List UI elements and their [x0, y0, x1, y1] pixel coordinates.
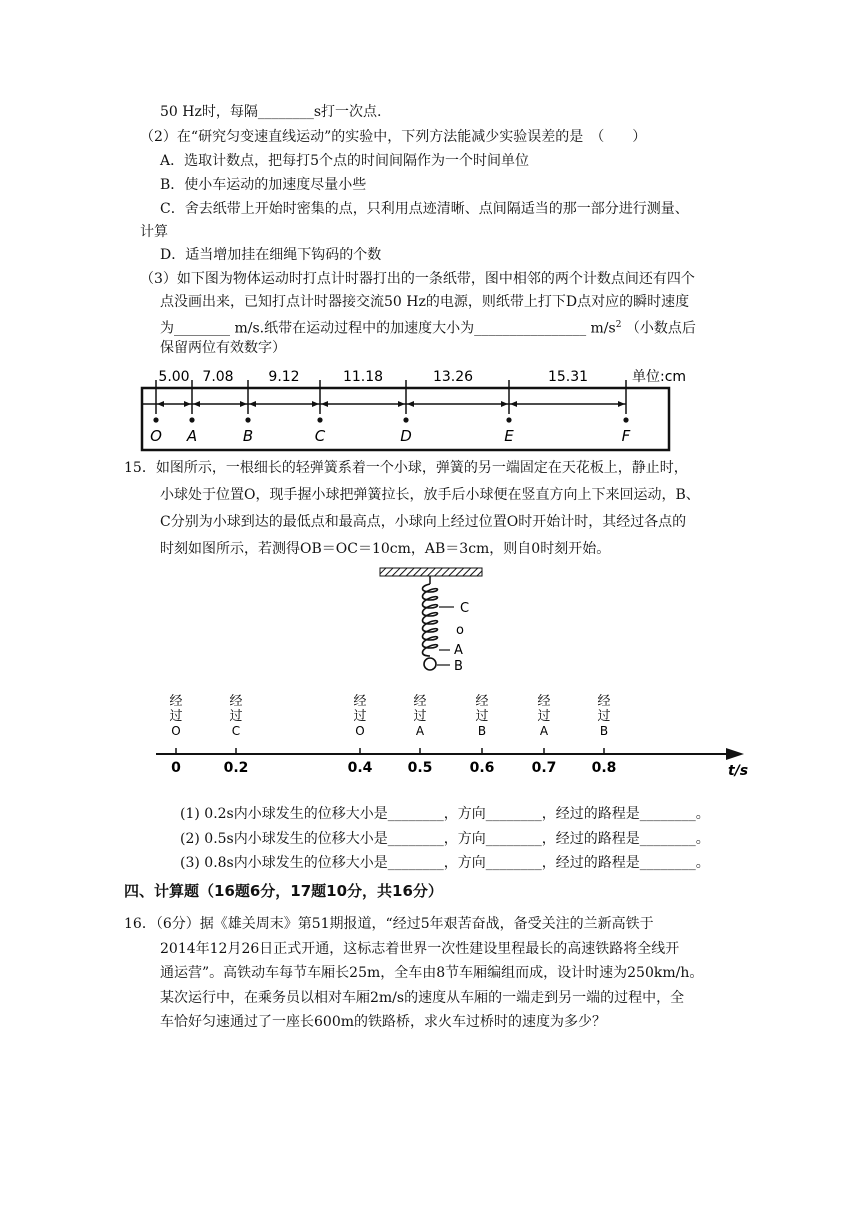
tape-arrowhead	[510, 401, 517, 407]
q16-line4: 某次运行中，在乘务员以相对车厢2m/s的速度从车厢的一端走到另一端的过程中，全	[160, 990, 685, 1006]
timeline-word-2: 过	[229, 709, 243, 724]
timeline-word-2: 过	[475, 709, 489, 724]
tape-seg-1: 5.00	[158, 369, 190, 385]
q15-sub2: (2) 0.5s内小球发生的位移大小是________，方向________，经过的路程是________。	[180, 831, 710, 847]
spring-label-b: B	[454, 659, 463, 674]
ball	[424, 658, 436, 670]
q14-part3-line3	[160, 315, 696, 339]
q14-option-c: C．舍去纸带上开始时密集的点，只利用点迹清晰、点间隔适当的那一部分进行测量、	[160, 201, 689, 217]
tape-seg-5: 13.26	[432, 369, 474, 385]
timeline-word-2: 过	[537, 709, 551, 724]
q15-sub3: (3) 0.8s内小球发生的位移大小是________，方向________，经过的路程是________。	[180, 855, 710, 871]
q14-part3-line2: 点没画出来，已知打点计时器接交流50 Hz的电源，则纸带上打下D点对应的瞬时速度	[160, 294, 690, 310]
tape-dot	[317, 417, 322, 422]
q14-option-c-cont: 计算	[140, 224, 168, 240]
tape-dot	[189, 417, 194, 422]
timeline-time: 0.7	[531, 760, 557, 776]
timeline-word-2: 过	[597, 709, 611, 724]
spring-label-o: o	[456, 623, 464, 638]
tape-point-a: A	[186, 427, 198, 445]
spring-label-c: C	[460, 601, 470, 616]
timeline-word-1: 经	[597, 694, 611, 709]
timeline-word-2: 过	[413, 709, 427, 724]
q14-part3-line4: 保留两位有效数字）	[160, 340, 286, 356]
section4-title: 四、计算题（16题6分，17题10分，共16分）	[124, 882, 443, 900]
tape-arrowhead	[193, 401, 200, 407]
tape-arrowhead	[321, 401, 328, 407]
timeline-axis-label: t/s	[728, 763, 749, 779]
timeline-word-1: 经	[169, 694, 183, 709]
tape-seg-2: 7.08	[202, 369, 234, 385]
q16-line2: 2014年12月26日正式开通，这标志着世界一次性建设里程最长的高速铁路将全线开	[160, 941, 680, 957]
timeline-position: B	[477, 724, 487, 738]
timeline-diagram	[150, 692, 760, 784]
timeline-word-1: 经	[353, 694, 367, 709]
tape-point-b: B	[242, 427, 254, 445]
timeline-position: A	[415, 724, 425, 738]
tape-dot	[623, 417, 628, 422]
q16-line5: 车恰好匀速通过了一座长600m的铁路桥，求火车过桥时的速度为多少？	[160, 1014, 606, 1030]
tape-point-f: F	[621, 427, 631, 445]
tape-point-o: O	[150, 427, 162, 445]
timeline-position: O	[355, 724, 365, 738]
timeline-time: 0.6	[469, 760, 495, 776]
tape-arrowhead	[501, 401, 508, 407]
q16-line3: 通运营”。高铁动车每节车厢长25m，全车由8节车厢编组而成，设计时速为250km/h。	[160, 965, 704, 981]
timeline-position: C	[231, 724, 241, 738]
unit-superscript: 2	[615, 320, 622, 330]
q16-line1: 16．（6分）据《雄关周末》第51期报道，“经过5年艰苦奋战，备受关注的兰新高铁于	[124, 916, 654, 932]
tape-arrowhead	[184, 401, 191, 407]
q15-line2: 小球处于位置O，现手握小球把弹簧拉长，放手后小球便在竖直方向上下来回运动，B、	[160, 487, 700, 503]
paper-tape-diagram	[140, 364, 700, 454]
tape-seg-3: 9.12	[268, 369, 300, 385]
spring-coil	[423, 584, 438, 656]
timeline-time: 0.5	[407, 760, 433, 776]
q14-option-b: B．使小车运动的加速度尽量小些	[160, 177, 367, 193]
q14-option-a: A．选取计数点，把每打5个点的时间间隔作为一个时间单位	[160, 153, 530, 169]
q14-part2-stem: （2）在“研究匀变速直线运动”的实验中，下列方法能减少实验误差的是 （ ）	[140, 129, 647, 145]
tape-arrowhead	[157, 401, 164, 407]
tape-dot	[153, 417, 158, 422]
q14-option-d: D．适当增加挂在细绳下钩码的个数	[160, 247, 382, 263]
q14-part3-line3b: （小数点后	[625, 320, 696, 337]
timeline-position: A	[539, 724, 549, 738]
tape-arrowhead	[312, 401, 319, 407]
tape-point-e: E	[504, 427, 514, 445]
q14-part3-line3a: 为________ m/s.纸带在运动过程中的加速度大小为________________ m/s	[160, 320, 616, 337]
tape-arrowhead	[240, 401, 247, 407]
q14-line-freq: 50 Hz时，每隔________s打一次点.	[160, 104, 382, 120]
timeline-time: 0	[171, 760, 181, 776]
q15-line3: C分别为小球到达的最低点和最高点，小球向上经过位置O时开始计时，其经过各点的	[160, 514, 687, 530]
tape-seg-4: 11.18	[342, 369, 384, 385]
timeline-time: 0.2	[223, 760, 249, 776]
tape-dot	[403, 417, 408, 422]
tape-arrowhead	[398, 401, 405, 407]
timeline-word-1: 经	[229, 694, 243, 709]
q15-sub1: (1) 0.2s内小球发生的位移大小是________，方向________，经过的路程是________。	[180, 806, 710, 822]
tape-point-d: D	[400, 427, 412, 445]
spring-diagram	[370, 562, 500, 682]
tape-point-c: C	[314, 427, 326, 445]
timeline-word-2: 过	[353, 709, 367, 724]
q14-part3-line1: （3）如下图为物体运动时打点计时器打出的一条纸带，图中相邻的两个计数点间还有四个	[140, 271, 695, 287]
timeline-time: 0.4	[347, 760, 373, 776]
timeline-word-2: 过	[169, 709, 183, 724]
tape-seg-6: 15.31	[547, 369, 589, 385]
tape-dot	[506, 417, 511, 422]
timeline-position: O	[171, 724, 181, 738]
tape-arrowhead	[407, 401, 414, 407]
ceiling	[380, 568, 482, 576]
tape-arrowhead	[249, 401, 256, 407]
tape-unit: 单位:cm	[632, 369, 687, 385]
spring-label-a: A	[454, 643, 463, 658]
timeline-time: 0.8	[591, 760, 617, 776]
timeline-word-1: 经	[413, 694, 427, 709]
timeline-word-1: 经	[475, 694, 489, 709]
tape-dot	[245, 417, 250, 422]
q15-line1: 15．如图所示，一根细长的轻弹簧系着一个小球，弹簧的另一端固定在天花板上，静止时，	[124, 460, 688, 476]
q15-line4: 时刻如图所示，若测得OB＝OC＝10cm，AB＝3cm，则自0时刻开始。	[160, 541, 611, 557]
timeline-word-1: 经	[537, 694, 551, 709]
timeline-position: B	[599, 724, 609, 738]
tape-arrowhead	[618, 401, 625, 407]
